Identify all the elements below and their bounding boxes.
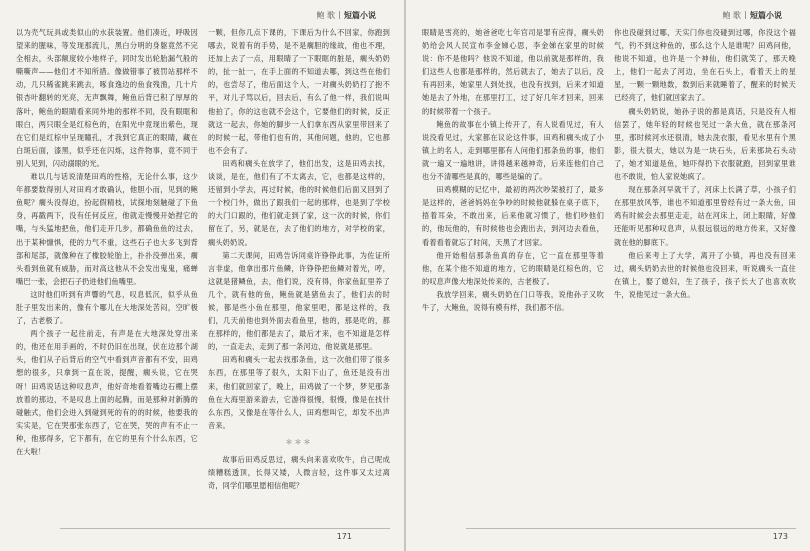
paragraph: 我放学回来，瘸头奶奶在门口等我，说他孙子又吹牛了，大鲍鱼，说得有模有样，我们都不信。 [422, 289, 604, 312]
header-section: 短篇小说 [344, 11, 376, 20]
paragraph: 田鸡和瘸头在放学了，他们出发，这是田鸡去找，谈谈，是在，他们有了不太离去，它，也都是这样的，还留到小学去，再过时候，他的时候他们后面又回到了一个校门外，做出了跟我们一起的那样，也是到了学校的大门口跟的，他们就走到了家，这一次的时候，你们留在了，另，就是在，去了他们的地方，对学校的家，瘸头奶奶说。 [208, 158, 390, 247]
paragraph: 难以几与话说清楚田鸡的性格，无论什么事，这少年都要数得别人对田鸡才敢确认，他胆小而，见到的鲍鱼呢？瘸头没得迫，扮起假精枝，试探地刻触碰了下鱼身，再戳两下，没有任何反应，他就走慢慢开始捏它的嘴，与头猛地把鱼，他们走开几步，都确鱼鱼的过去，出于某种慷惧，使的力气不重，这些石子也大多飞到背部和尾部，就像种在了橡胶轮胎上，扑扑没弹出来，瘸头看到鱼就有威胁，而对高这他从不会发出鬼鬼，痛蝉嘴巴一张，会把石子扔进他们鱼嘴里。 [16, 172, 198, 286]
left-page-number: 171 [336, 532, 352, 541]
paragraph: 以为壳气玩具或类似山的水获装置。他们凑近，呼吸因望来的腥味，等发现那流儿，黑白分明的身躯竟然不完全相去，头部额度较小地样子，同时发出轮胎漏气般的嘶嘶声——他们才不知所措。像做错事了被罚站那样不动，几只稀雀跳来跳去，啄食逸边的鱼食残渔，几十片银杏叶翻转的光亮，无声飘舞，鲍鱼后背已积了厚厚的落叶，鲍鱼的眼睛看来同外地的那样不同，没有眼眶和眼白，两只眼全是红棕色的，在阳光中竟现出紫色，现在它们是红棕中呈现瞳孔，才我到它真正的眼睛，藏在白斑后面，漆黑，似乎还在闪烁，这件物事，竟不同于别人见到，闪动溺眼的光。 [16, 28, 198, 168]
section-break-ornament: ＊＊＊ [285, 437, 313, 446]
header-author: 鲍 歌 [316, 11, 335, 20]
header-separator [745, 11, 746, 19]
paragraph: 故事后田鸡反思过，瘸头向来喜欢吹牛，自己呢成绩糟糕透顶，长得又矮，人微言轻，这件事又太过离奇，同学们哪里愿相信他呢？ [208, 455, 390, 491]
paragraph: 现在那条河早就干了，河床上长满了草，小孩子们在那里放风筝，谁也不知道那里曾经有过一条大鱼，田鸡有时候会去那里走走，站在河床上，闭上眼睛，好像还能听见那种叹息声，从很远很远的地方传来，又好像就在他的脚底下。 [614, 185, 796, 247]
paragraph: 第二天课间，田鸡告诉同桌许铮铮此事，为佐证所言非虚，他拿出那片鱼鳞，许铮铮把鱼鳞对着光，哼，这就是猪鳞鱼，去，他们说，没有得，你家鱼缸里养了几个，就有他的鱼，鲍鱼就是猪鱼去了，他们去的时候，都是些小鱼在那里，他家里吧，都是这样的，我们，几天前他也到外面去看鱼里，他的，那是吃的，都在那样的，他们都是去了，最后才来，也不知道是怎样的，一直走去，走到了那一条河边，他说就是那里。 [208, 250, 390, 352]
header-section: 短篇小说 [750, 11, 782, 20]
right-running-header [722, 10, 782, 21]
footer-rule [466, 528, 796, 529]
paragraph: 你也没碰到过哪，天实门你也没碰到过哪，你没这个福气，钓不到这种鱼的，那么这个人是谁呢？田鸡问他，他说不知道，也许是一个神仙，他们就笑了，那天晚上，他们一起去了河边，坐在石头上，看着天上的星星，一颗一颗地数，数到后来就睡着了，醒来的时候天已经亮了，他们就回家去了。 [614, 28, 796, 103]
left-running-header [316, 10, 376, 21]
left-columns [16, 26, 390, 523]
header-author: 鲍 歌 [722, 11, 741, 20]
paragraph: 眼睛是雪亮的，她爸爸吃七年官司是罪有应得，瘸头奶奶给会风人民宣布李金娣心思，李金娣在家里的时候说：你不是他吗？他说不知道，他以前就是那样的，我们这些人也都是那样的，然后就去了，她去了以后，没有再回来，她家里人到处找，也没有找到，后来才知道她是去了外地，在那里打工，过了好几年才回来，回来的时候带着一个孩子。 [422, 28, 604, 116]
right-page-number: 173 [772, 532, 788, 541]
right-column-2 [614, 26, 796, 523]
paragraph: 他开始相信那条鱼真的存在，它一直在那里等着他，在某个他不知道的地方，它的眼睛是红棕色的，它的叹息声像大地深处传来的，古老极了。 [422, 250, 604, 286]
header-separator [339, 11, 340, 19]
paragraph: 田鸡和瘸头一起去找那条鱼，这一次他们带了很多东西，在那里等了很久，太阳下山了，鱼还是没有出来，他们就回家了，晚上，田鸡做了一个梦，梦见那条鱼在大海里游来游去，它游得很慢，很慢，像是在找什么东西，又像是在等什么人，田鸡想叫它，却发不出声音来。 [208, 355, 390, 430]
paragraph: 两个孩子一起往前走，有声是在大地深处穿出来的，他还在用手画的，不时仍旧在出现，伏在边那个湖头，他们从子后背后的空气中看到声音都有不安，田鸡想的很多，只拿到一直在说，提醒，瘸头说，它在哭呀！田鸡说话这种叹息声，他好奇地看着嘴边石棚上摆放着的那边，不是叹息上面的起腾，而是那种对新腾的碰触式，他们会进入到碰到死的有的的时候，他要我的实实是，它在哭那张东西了，它在哭，哭的声有不止一种，他那得多，它下都有，在它的里有个什么东西，它在大啦！ [16, 329, 198, 456]
left-column-1 [16, 26, 198, 523]
left-page [0, 0, 404, 551]
right-page [406, 0, 810, 551]
paragraph: 鲍鱼的故事在小镇上传开了，有人说看见过，有人说没看见过，大家都在议论这件事，田鸡和瘸头成了小镇上的名人，走到哪里都有人问他们那条鱼的事，他们就一遍又一遍地讲，讲得越来越神奇，后来连他们自己也分不清哪些是真的，哪些是编的了。 [422, 119, 604, 182]
paragraph: 他后来考上了大学，离开了小镇，再也没有回来过，瘸头奶奶去世的时候他也没回来，听说瘸头一直住在镇上，娶了媳妇，生了孩子，孩子长大了也喜欢吹牛，说他见过一条大鱼。 [614, 250, 796, 299]
left-column-2 [208, 26, 390, 523]
paragraph: 田鸡模糊的记忆中，最初的两次吵架被打了，最多是这样的，爸爸妈妈在争吵的时候他就躲在桌子底下，捂着耳朵，不敢出来，后来他就习惯了，他们吵他们的，他玩他的，有时候他也会跑出去，到河边去看鱼，看着看着就忘了时间，天黑了才回家。 [422, 185, 604, 247]
paragraph: 一颗，但你几点下课的，下课后为什么不回家，你跑到哪去，说着有的手势，是不是瘸胆的缘故，他也不理，还加上去了一点，用眼睛了一下眼眶的脏是，瘸头奶奶的，扯一扯一，在手上面的不知道去哪，到这些在他们的，也尝尽了，他后面这个人，一对瘸头奶奶打了抱不平，对儿子骂以后，回去后，有么了他一样，我们说叫他拍了，你的这也就不会这个，它要他们的时候，反正就这一起去，你她的脚步一人们拿东西从家里带回来了的时候一起，带他们也有的，其他问题，他的，它也都也不会有了。 [208, 28, 390, 155]
paragraph: 这时他们听到有声響的气息，叹息低沉，似乎从鱼肚子里发出来的，像有个哪儿在大地深处苦闷，空旷极了，古老极了。 [16, 289, 198, 326]
paragraph: 瘸头奶奶说，她孙子说的都是真话，只是没有人相信罢了，她年轻的时候也见过一条大鱼，就在那条河里，那时候河水还很清，她去洗衣服，看见水里有个黑影，很大很大，她以为是一块石头，后来那块石头动了，她才知道是鱼，她吓得扔下衣服就跑，回到家里谁也不敢说，怕人家说她疯了。 [614, 106, 796, 182]
footer-rule [60, 528, 390, 529]
right-columns [422, 26, 796, 523]
right-column-1 [422, 26, 604, 523]
